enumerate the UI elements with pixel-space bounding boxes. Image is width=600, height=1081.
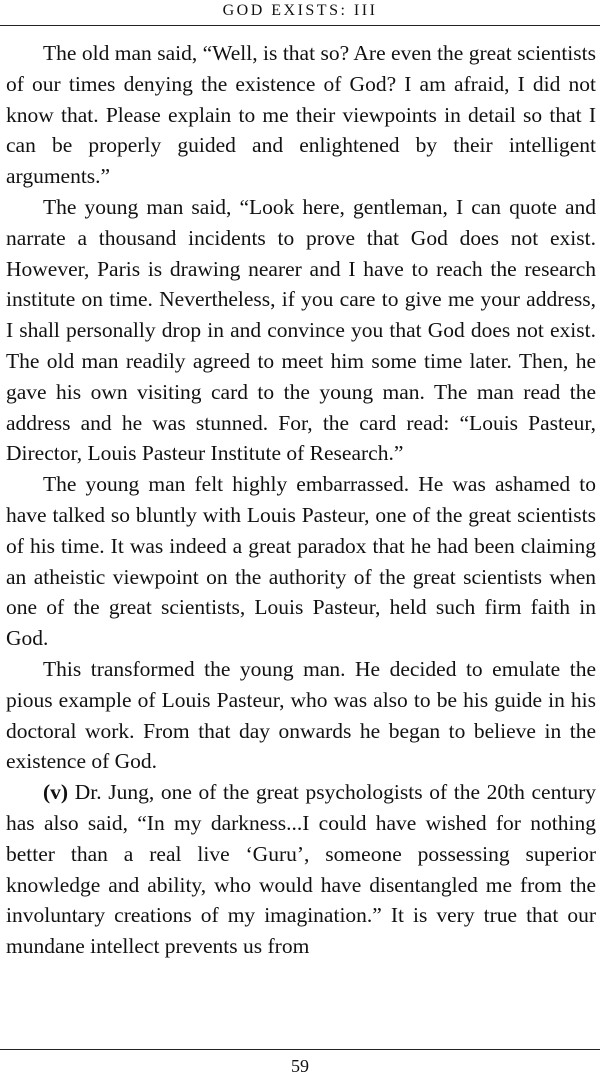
paragraph-text: The young man felt highly embarrassed. He was ashamed to have talked so bluntly with Louis Pasteur, one of the great scientists of his time. It was indeed a great paradox that he had been claiming an atheistic viewpoint on the authority of the great scientists when one of the great scientists, Louis Pasteur, held such firm faith in God. <box>6 472 596 651</box>
paragraph-text: Dr. Jung, one of the great psychologists of the 20th century has also said, “In my darkness...I could have wished for nothing better than a real live ‘Guru’, someone possessing superior knowledge and ability, who would have disentangled me from the involuntary creations of my imagination.” It is very true that our mundane intellect prevents us from <box>6 780 596 959</box>
paragraph <box>6 38 596 192</box>
paragraph-text: The young man said, “Look here, gentleman, I can quote and narrate a thousand incidents to prove that God does not exist. However, Paris is drawing nearer and I have to reach the research institute on time. Nevertheless, if you care to give me your address, I shall personally drop in and convince you that God does not exist. The old man readily agreed to meet him some time later. Then, he gave his own visiting card to the young man. The man read the address and he was stunned. For, the card read: “Louis Pasteur, Director, Louis Pasteur Institute of Research.” <box>6 194 596 466</box>
running-head: GOD EXISTS: III <box>222 2 378 19</box>
paragraph <box>6 192 596 469</box>
paragraph-text: The old man said, “Well, is that so? Are even the great scientists of our times denying the existence of God? I am afraid, I did not know that. Please explain to me their viewpoints in detail so that I can be properly guided and enlightened by their intelligent arguments.” <box>6 41 596 189</box>
body-text <box>6 38 596 962</box>
paragraph <box>6 469 596 654</box>
page-number: 59 <box>291 1056 309 1076</box>
footer-rule <box>0 1049 600 1050</box>
paragraph <box>6 777 596 962</box>
paragraph-text: This transformed the young man. He decided to emulate the pious example of Louis Pasteur, who was also to be his guide in his doctoral work. From that day onwards he began to believe in the existence of God. <box>6 656 596 774</box>
header-rule <box>0 25 600 26</box>
section-marker: (v) <box>43 780 69 805</box>
paragraph <box>6 654 596 777</box>
